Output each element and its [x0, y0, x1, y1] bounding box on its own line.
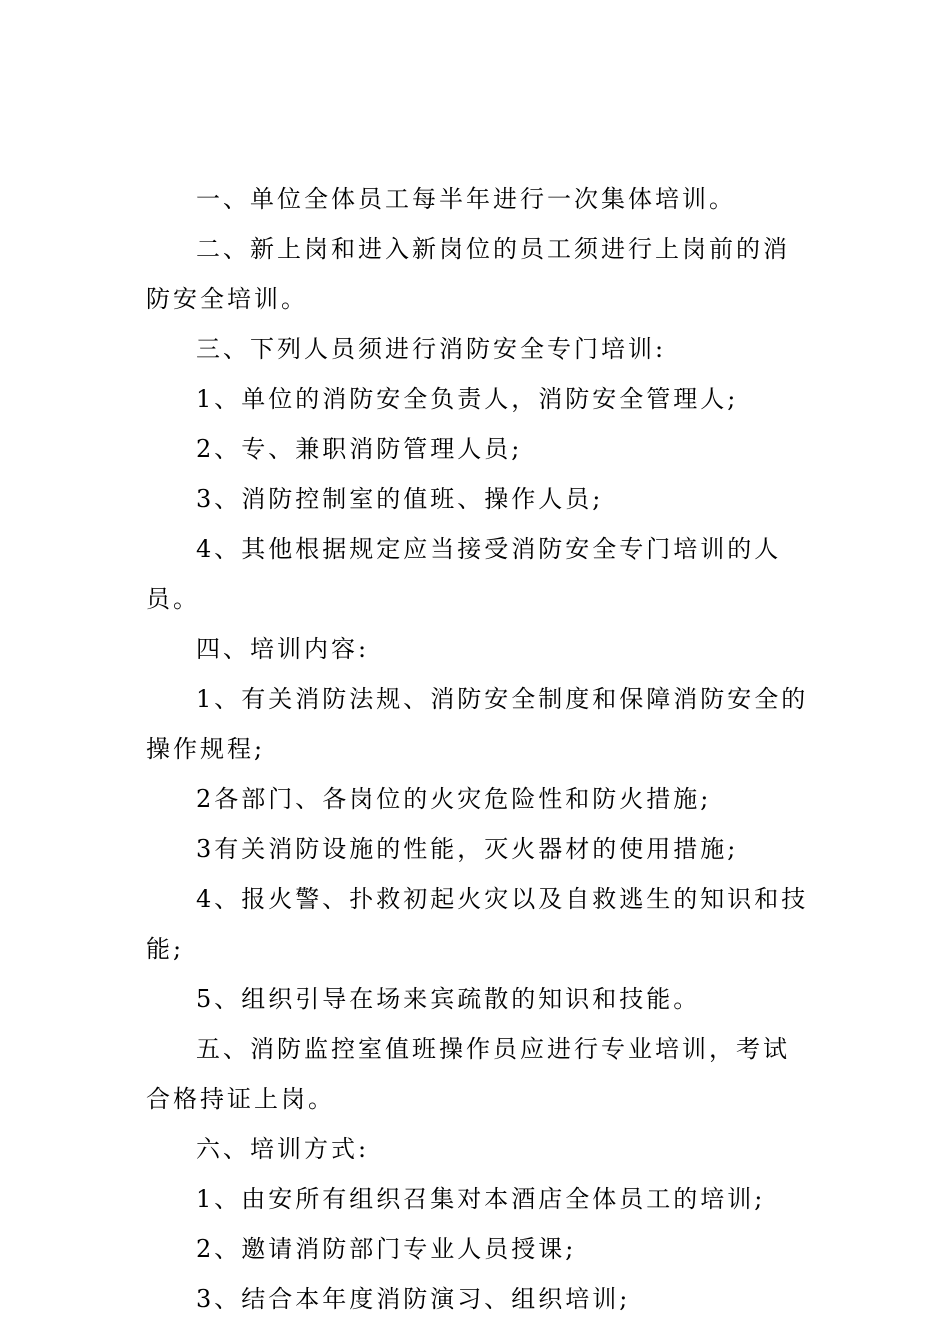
- paragraph-8: 四、培训内容:: [196, 635, 370, 663]
- paragraph-18: 3、结合本年度消防演习、组织培训;: [196, 1285, 631, 1313]
- paragraph-4: 1、单位的消防安全负责人，消防安全管理人;: [196, 385, 739, 413]
- paragraph-17: 2、邀请消防部门专业人员授课;: [196, 1235, 577, 1263]
- paragraph-2: 二、新上岗和进入新岗位的员工须进行上岗前的消防安全培训。: [146, 235, 790, 313]
- paragraph-9: 1、有关消防法规、消防安全制度和保障消防安全的操作规程;: [146, 685, 809, 763]
- paragraph-6: 3、消防控制室的值班、操作人员;: [196, 485, 604, 513]
- paragraph-12: 4、报火警、扑救初起火灾以及自救逃生的知识和技能;: [146, 885, 809, 963]
- paragraph-15: 六、培训方式:: [196, 1135, 370, 1163]
- paragraph-10: 2各部门、各岗位的火灾危险性和防火措施;: [196, 785, 712, 813]
- paragraph-11: 3有关消防设施的性能，灭火器材的使用措施;: [196, 835, 739, 863]
- document-body: [146, 174, 810, 1324]
- paragraph-5: 2、专、兼职消防管理人员;: [196, 435, 523, 463]
- paragraph-1: 一、单位全体员工每半年进行一次集体培训。: [196, 185, 736, 213]
- paragraph-7: 4、其他根据规定应当接受消防安全专门培训的人员。: [146, 535, 782, 613]
- paragraph-3: 三、下列人员须进行消防安全专门培训:: [196, 335, 667, 363]
- paragraph-16: 1、由安所有组织召集对本酒店全体员工的培训;: [196, 1185, 766, 1213]
- paragraph-14: 五、消防监控室值班操作员应进行专业培训，考试合格持证上岗。: [146, 1035, 790, 1113]
- paragraph-13: 5、组织引导在场来宾疏散的知识和技能。: [196, 985, 701, 1013]
